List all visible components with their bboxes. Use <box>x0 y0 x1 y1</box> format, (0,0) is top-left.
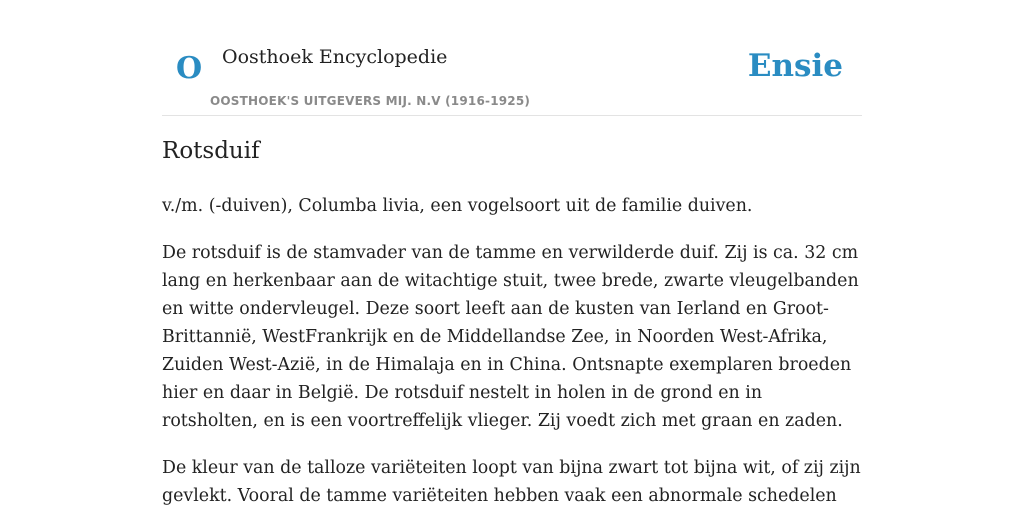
article-body <box>162 192 862 512</box>
article-paragraph: De rotsduif is de stamvader van de tamme en verwilderde duif. Zij is ca. 32 cm lang en herkenbaar aan de witachtige stuit, twee brede, zwarte vleugelbanden en witte ondervleugel. Deze soort leeft aan de kusten van Ierland en Groot-Brittannië, WestFrankrijk en de Middellandse Zee, in Noorden West-Afrika, Zuiden West-Azië, in de Himalaja en in China. Ontsnapte exemplaren broeden hier en daar in België. De rotsduif nestelt in holen in de grond en in rotsholten, en is een voortreffelijk vlieger. Zij voedt zich met graan en zaden. <box>162 243 859 431</box>
logo-link[interactable]: O <box>176 51 203 86</box>
ensie-brand-link[interactable]: Ensie <box>747 48 843 84</box>
article-paragraph: De kleur van de talloze variëteiten loopt van bijna zwart tot bijna wit, of zij zijn gevlekt. Vooral de tamme variëteiten hebben vaak een abnormale schedelen <box>162 458 861 506</box>
article-definition: v./m. (-duiven), Columba livia, een vogelsoort uit de familie duiven. <box>162 196 753 216</box>
publisher-subtitle: OOSTHOEK'S UITGEVERS MIJ. N.V (1916-1925) <box>210 94 531 108</box>
site-title-link[interactable]: Oosthoek Encyclopedie <box>222 46 448 68</box>
site-header <box>162 40 862 116</box>
article-title: Rotsduif <box>162 138 260 164</box>
